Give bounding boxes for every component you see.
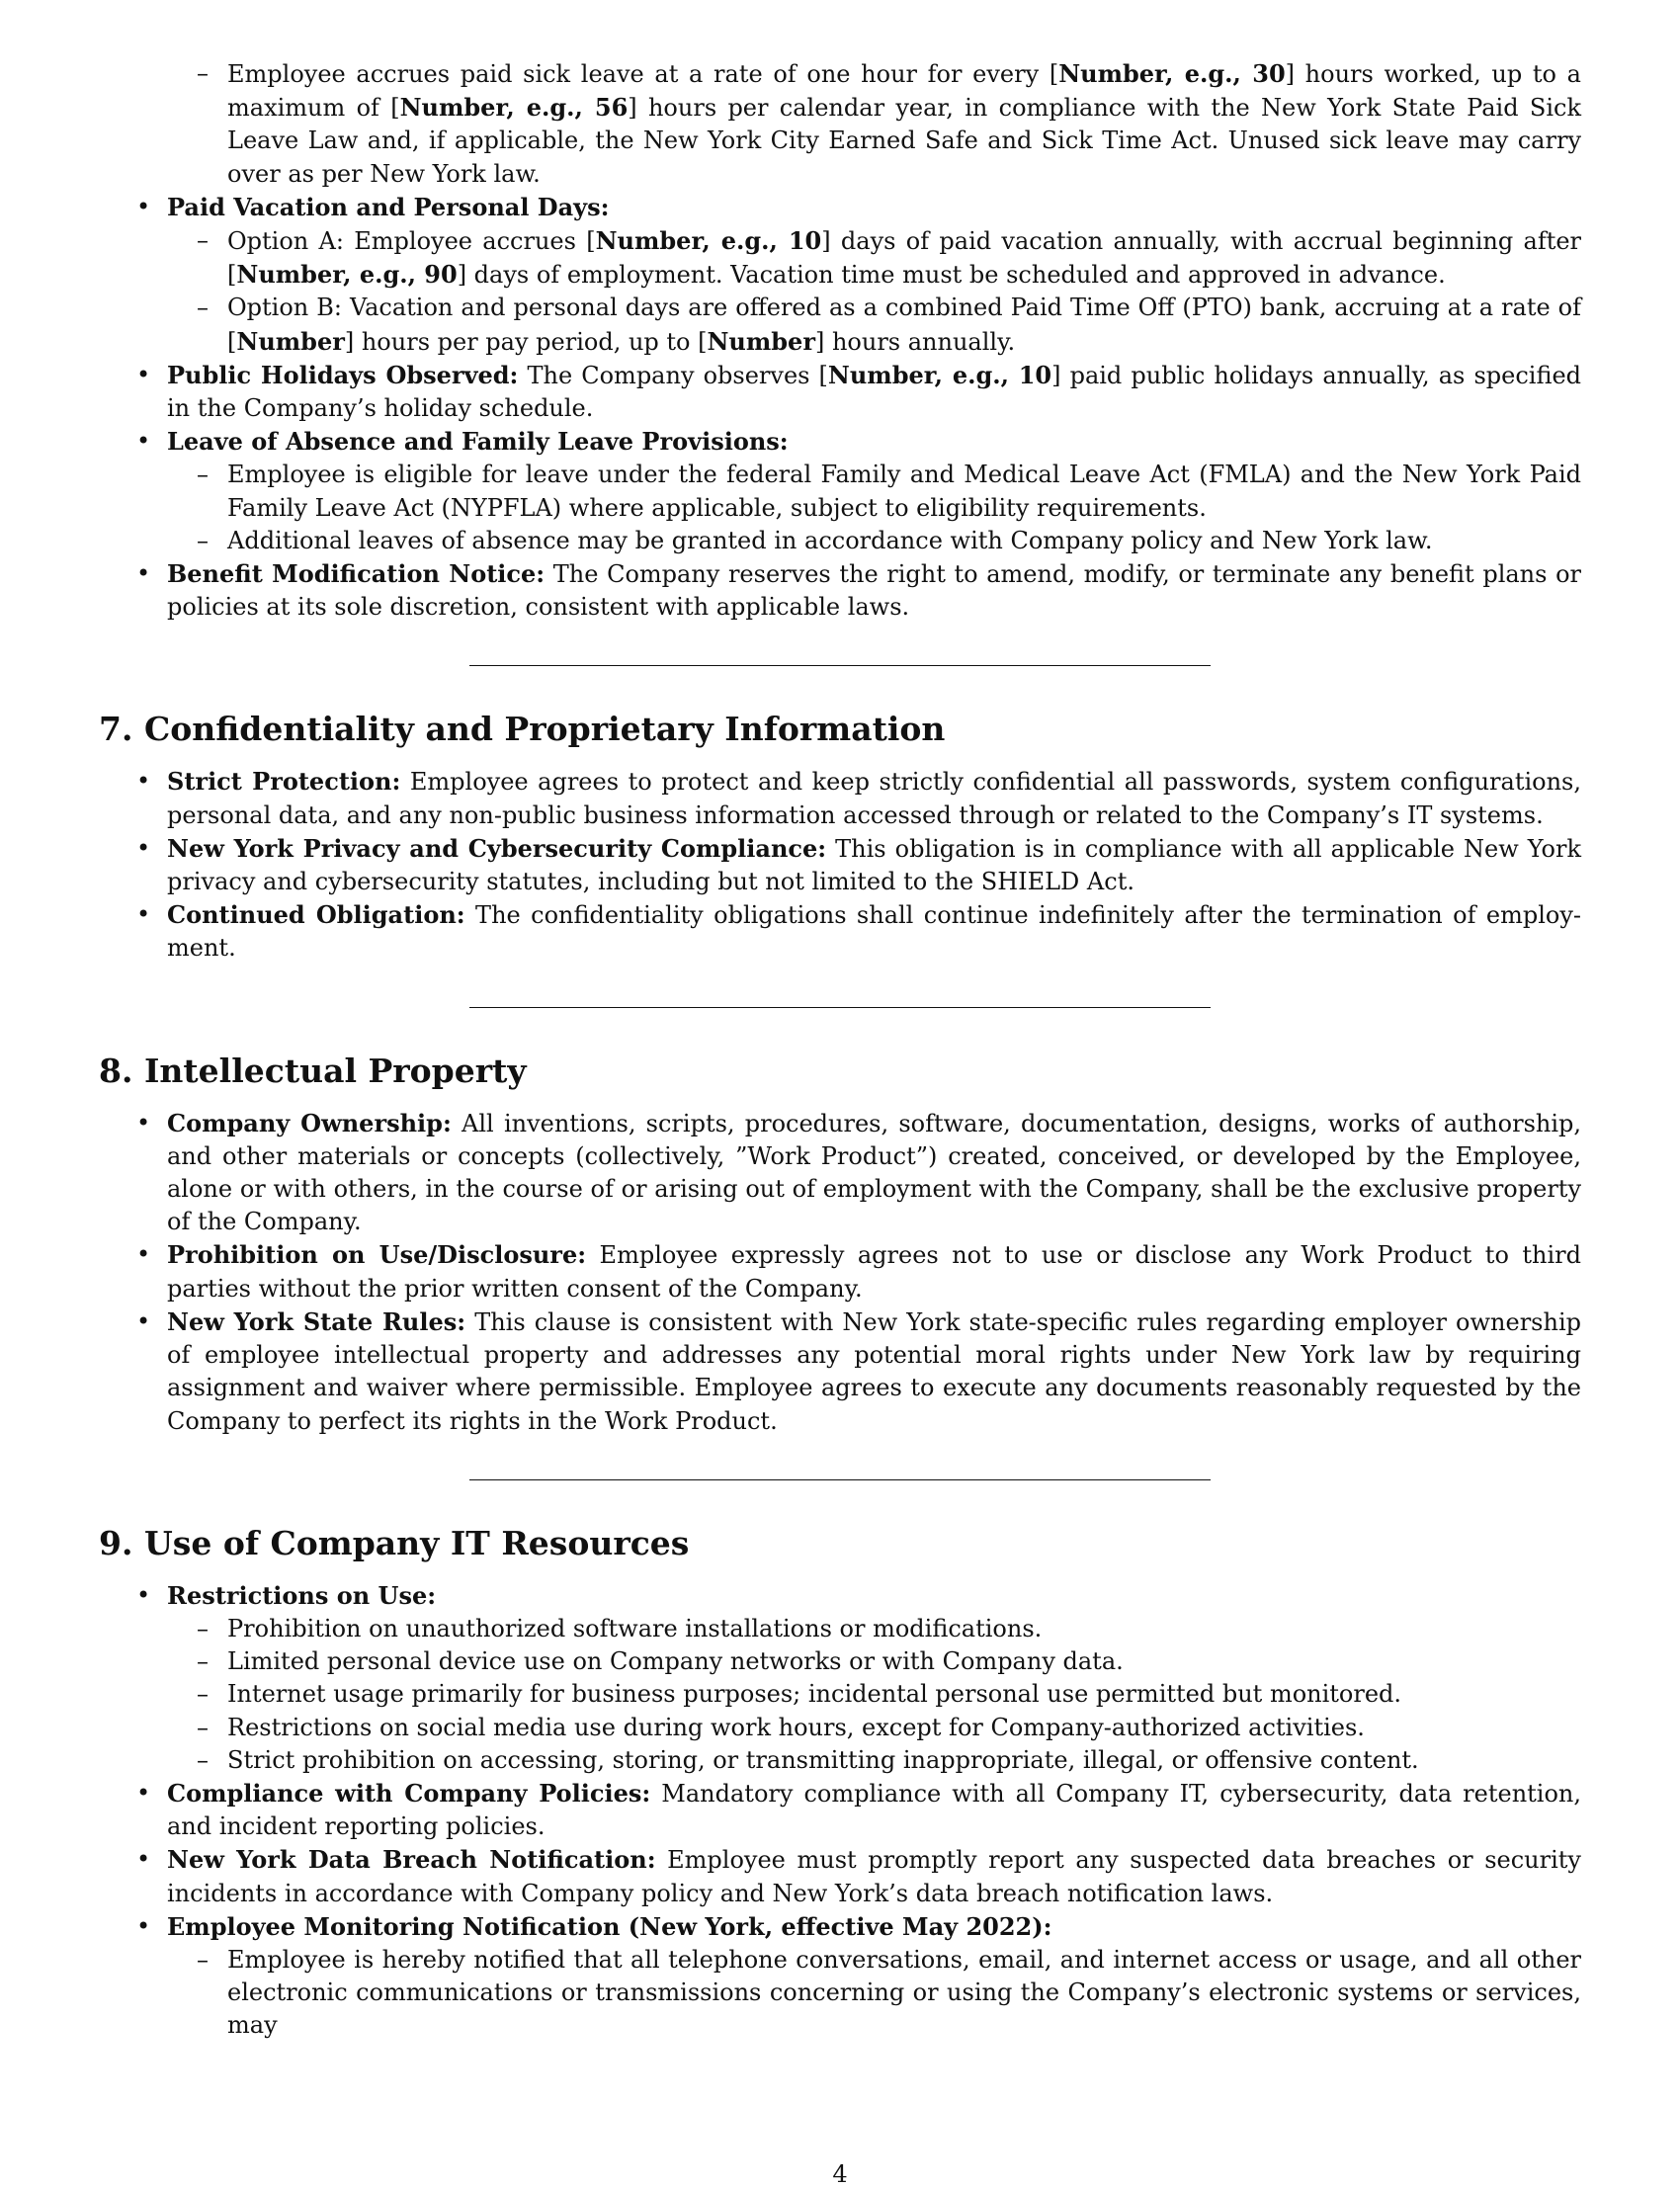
bullet-marker: • [136,360,151,388]
section-title: Use of Company IT Resources [144,1523,690,1562]
text-run: Prohibition on unauthorized software installations or modifications. [227,1614,1043,1642]
sub-list-item [99,525,1581,557]
text-run: [ [1049,60,1059,88]
item-text: Employee expressly agrees not to use or disclose any Work Product to third parties without the prior written consent of the Company. [167,1241,1581,1303]
bullet-marker: • [136,1108,151,1136]
bullet-marker: • [136,900,151,929]
item-lead: Public Holidays Observed: [167,360,519,389]
item-text: The confidentiality obligations shall continue indefinitely after the termination of employ-ment. [167,901,1581,963]
bullet-marker: • [136,1240,151,1269]
list-item [99,898,1581,965]
list-item [99,425,1581,459]
sub-list [99,224,1581,359]
bullet-marker: • [136,1845,151,1874]
item-lead: New York Privacy and Cybersecurity Compliance: [167,833,827,863]
item-lead: Paid Vacation and Personal Days: [167,192,610,221]
item-lead: New York State Rules: [167,1306,466,1336]
text-run: Additional leaves of absence may be granted in accordance with Company policy and New York law. [227,526,1433,554]
list-item [99,1238,1581,1304]
dash-marker: – [197,226,209,255]
bold-placeholder: Number, e.g., 10 [827,360,1052,389]
section-heading [99,1052,1581,1091]
bold-placeholder: Number, e.g., 30 [1058,59,1286,88]
item-lead: Employee Monitoring Notification (New York, effective May 2022): [167,1911,1052,1941]
section-number: 8. [99,1051,133,1090]
sub-list-item [99,1613,1581,1645]
list-item [99,359,1581,425]
document-page [99,57,1581,2043]
item-text: This obligation is in compliance with all applicable New York privacy and cybersecurity statutes, including but not limited to the SHIELD Act. [167,834,1581,896]
section-list [99,765,1581,965]
sub-list-item [99,292,1581,358]
list-item [99,1843,1581,1909]
dash-marker: – [197,1713,209,1741]
sub-list-item [99,224,1581,292]
item-lead: Continued Obligation: [167,900,465,930]
text-run: ] days of employment. Vacation time must be scheduled and approved in advance. [457,261,1446,290]
section-divider [469,1479,1211,1480]
section-divider [469,1007,1211,1008]
bullet-marker: • [136,1580,151,1609]
list-item [99,1305,1581,1438]
sub-list-item [99,1744,1581,1777]
text-run: Limited personal device use on Company networks or with Company data. [227,1647,1124,1676]
sub-list-item [99,1678,1581,1711]
text-run: ] paid public holidays annually, as specified in the Company’s holiday schedule. [167,361,1582,423]
text-run: Option B: Vacation and personal days are offered as a combined Paid Time Off (PTO) bank, accruing at a rate of [ [227,294,1581,356]
bullet-marker: • [136,1778,151,1807]
item-text: Employee must promptly report any suspected data breaches or security incidents in accordance with Company policy and New York’s data breach notification laws. [167,1846,1581,1907]
text-run: ] hours per pay period, up to [ [344,327,708,356]
sections-container [99,665,1581,2042]
item-lead: Leave of Absence and Family Leave Provisions: [167,427,789,457]
sub-list-item [99,1645,1581,1678]
text-run: Employee accrues paid sick leave at a rate of one hour for every [227,60,1050,88]
sub-list-item [99,1944,1581,2043]
dash-marker: – [197,1614,209,1642]
bullet-marker: • [136,192,151,220]
item-text: Mandatory compliance with all Company IT, cybersecurity, data retention, and incident reporting policies. [167,1779,1582,1841]
dash-marker: – [197,526,209,554]
item-lead: Prohibition on Use/Disclosure: [167,1240,587,1270]
list-item [99,1579,1581,1613]
page-number: 4 [832,2160,848,2188]
list-item [99,557,1581,624]
text-run: Strict prohibition on accessing, storing, or transmitting inappropriate, illegal, or offensive content. [227,1745,1419,1774]
text-run: Employee is hereby notified that all telephone conversations, email, and internet access or usage, and all other electronic communications or transmissions concerning or using the Company’s electronic systems or services, may [227,1945,1581,2040]
text-run: The Company observes [ [518,361,828,389]
sick-leave-sublist [99,57,1581,191]
bullet-marker: • [136,767,151,796]
item-text: The Company reserves the right to amend, modify, or terminate any benefit plans or policies at its sole discretion, consistent with applicable laws. [167,560,1581,622]
list-item [99,1910,1581,1944]
item-lead: New York Data Breach Notification: [167,1845,656,1875]
sub-list [99,1944,1581,2043]
sub-list [99,459,1581,557]
bold-placeholder: Number [236,326,345,356]
bold-placeholder: Number, e.g., 56 [399,93,629,123]
section-title: Intellectual Property [144,1051,527,1090]
bullet-marker: • [136,833,151,862]
benefits-list [99,191,1581,625]
item-text: This clause is consistent with New York state-specific rules regarding employer ownership of employee intellectual property and addresses any potential moral rights under New York law by requiring assignment and waiver where permissible. Employee agrees to execute any documents reasonably requested by the Company to perfect its rights in the Work Product. [167,1307,1581,1435]
item-lead: Compliance with Company Policies: [167,1778,651,1808]
bold-placeholder: Number, e.g., 90 [236,260,458,290]
bullet-marker: • [136,427,151,456]
dash-marker: – [197,1680,209,1709]
bullet-marker: • [136,1306,151,1335]
item-lead: Benefit Modification Notice: [167,559,546,589]
section-list [99,1579,1581,2043]
list-item [99,1777,1581,1843]
dash-marker: – [197,1647,209,1676]
sub-list [99,1613,1581,1777]
section-number: 7. [99,710,133,749]
dash-marker: – [197,294,209,322]
section-number: 9. [99,1523,133,1562]
item-lead: Restrictions on Use: [167,1580,437,1610]
bold-placeholder: Number [707,326,815,356]
bullet-marker: • [136,559,151,588]
item-text: Employee agrees to protect and keep strictly confidential all passwords, system configurations, personal data, and any non-public business information accessed through or related to the Company’s IT systems. [167,768,1581,829]
list-item [99,832,1581,898]
list-item [99,191,1581,224]
text-run: Internet usage primarily for business purposes; incidental personal use permitted but monitored. [227,1680,1402,1709]
dash-marker: – [197,59,209,87]
text-run: ] hours worked, up to a maximum of [ [227,60,1581,123]
dash-marker: – [197,1745,209,1774]
dash-marker: – [197,461,209,489]
item-text: All inventions, scripts, procedures, software, documentation, designs, works of authorship, and other materials or concepts (collectively, ”Work Product”) created, conceived, or developed by the Employee, alone or with others, in the course of or arising out of employment with the Company, shall be the exclusive property of the Company. [167,1109,1582,1236]
text-run: ] hours per calendar year, in compliance with the New York State Paid Sick Leave Law and, if applicable, the New York City Earned Safe and Sick Time Act. Unused sick leave may carry over as per New York law. [227,94,1582,188]
sub-list-item [99,459,1581,524]
sub-list-item [99,1712,1581,1744]
section-heading [99,710,1581,749]
section-divider [469,665,1211,666]
text-run: ] hours annually. [814,327,1016,356]
bullet-marker: • [136,1911,151,1940]
list-item [99,765,1581,831]
bold-placeholder: Number, e.g., 10 [595,226,822,256]
text-run: Employee is eligible for leave under the federal Family and Medical Leave Act (FMLA) and the New York Paid Family Leave Act (NYPFLA) where applicable, subject to eligibility requirements. [227,461,1581,522]
text-run: Option A: Employee accrues [ [227,227,596,256]
sub-list-item [99,57,1581,191]
section-list [99,1107,1581,1438]
text-run: ] days of paid vacation annually, with accrual beginning after [ [227,227,1582,290]
section-heading [99,1524,1581,1563]
section-title: Confidentiality and Proprietary Information [144,710,946,749]
dash-marker: – [197,1945,209,1974]
list-item [99,1107,1581,1239]
item-lead: Strict Protection: [167,767,401,797]
text-run: Restrictions on social media use during work hours, except for Company-authorized activities. [227,1713,1365,1741]
item-lead: Company Ownership: [167,1108,452,1137]
